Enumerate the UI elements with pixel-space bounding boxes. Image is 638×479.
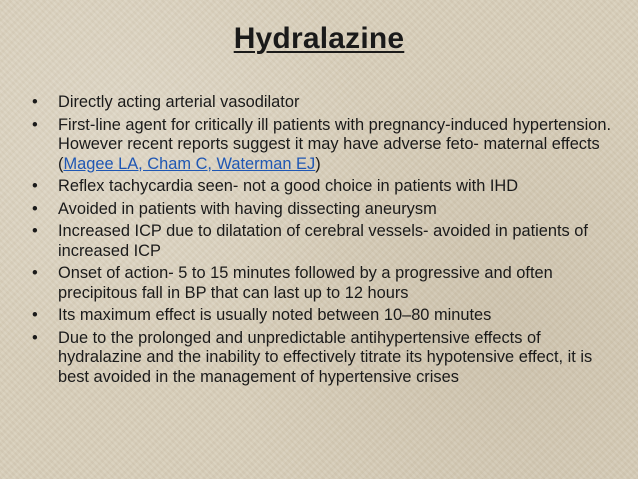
bullet-text: First-line agent for critically ill patients with pregnancy-induced hypertension. However recent reports suggest it may have adverse feto- maternal effects ( bbox=[58, 115, 611, 173]
bullet-item bbox=[30, 222, 620, 261]
bullet-marker: • bbox=[32, 199, 38, 218]
bullet-text: Increased ICP due to dilatation of cerebral vessels- avoided in patients of increased ICP bbox=[58, 222, 588, 260]
bullet-text-suffix: ) bbox=[315, 154, 321, 173]
reference-link[interactable]: Magee LA, Cham C, Waterman EJ bbox=[63, 154, 316, 173]
bullet-text: Reflex tachycardia seen- not a good choice in patients with IHD bbox=[58, 177, 519, 195]
bullet-item bbox=[30, 306, 620, 326]
bullet-item bbox=[30, 200, 620, 220]
bullet-text: Its maximum effect is usually noted between 10–80 minutes bbox=[58, 306, 492, 324]
bullet-text: Avoided in patients with having dissecting aneurysm bbox=[58, 199, 437, 218]
bullet-item bbox=[30, 329, 620, 388]
bullet-item bbox=[30, 264, 620, 303]
bullet-marker: • bbox=[32, 328, 38, 347]
bullet-item bbox=[30, 116, 620, 175]
bullet-text: Directly acting arterial vasodilator bbox=[58, 93, 300, 111]
bullet-marker: • bbox=[32, 264, 38, 282]
bullet-text: Due to the prolonged and unpredictable antihypertensive effects of hydralazine and the inability to effectively titrate its hypotensive effect, it is best avoided in the management of hypertensive crises bbox=[58, 328, 593, 386]
bullet-marker: • bbox=[32, 177, 38, 195]
bullet-item bbox=[30, 93, 620, 113]
slide-title: Hydralazine bbox=[233, 22, 405, 55]
bullet-item bbox=[30, 177, 620, 197]
bullet-marker: • bbox=[32, 222, 38, 240]
bullet-marker: • bbox=[32, 115, 38, 134]
bullet-marker: • bbox=[32, 306, 38, 324]
bullet-marker: • bbox=[32, 93, 38, 111]
bullet-text: Onset of action- 5 to 15 minutes followed by a progressive and often precipitous fall in BP that can last up to 12 hours bbox=[58, 264, 553, 302]
bullet-list bbox=[30, 93, 620, 390]
